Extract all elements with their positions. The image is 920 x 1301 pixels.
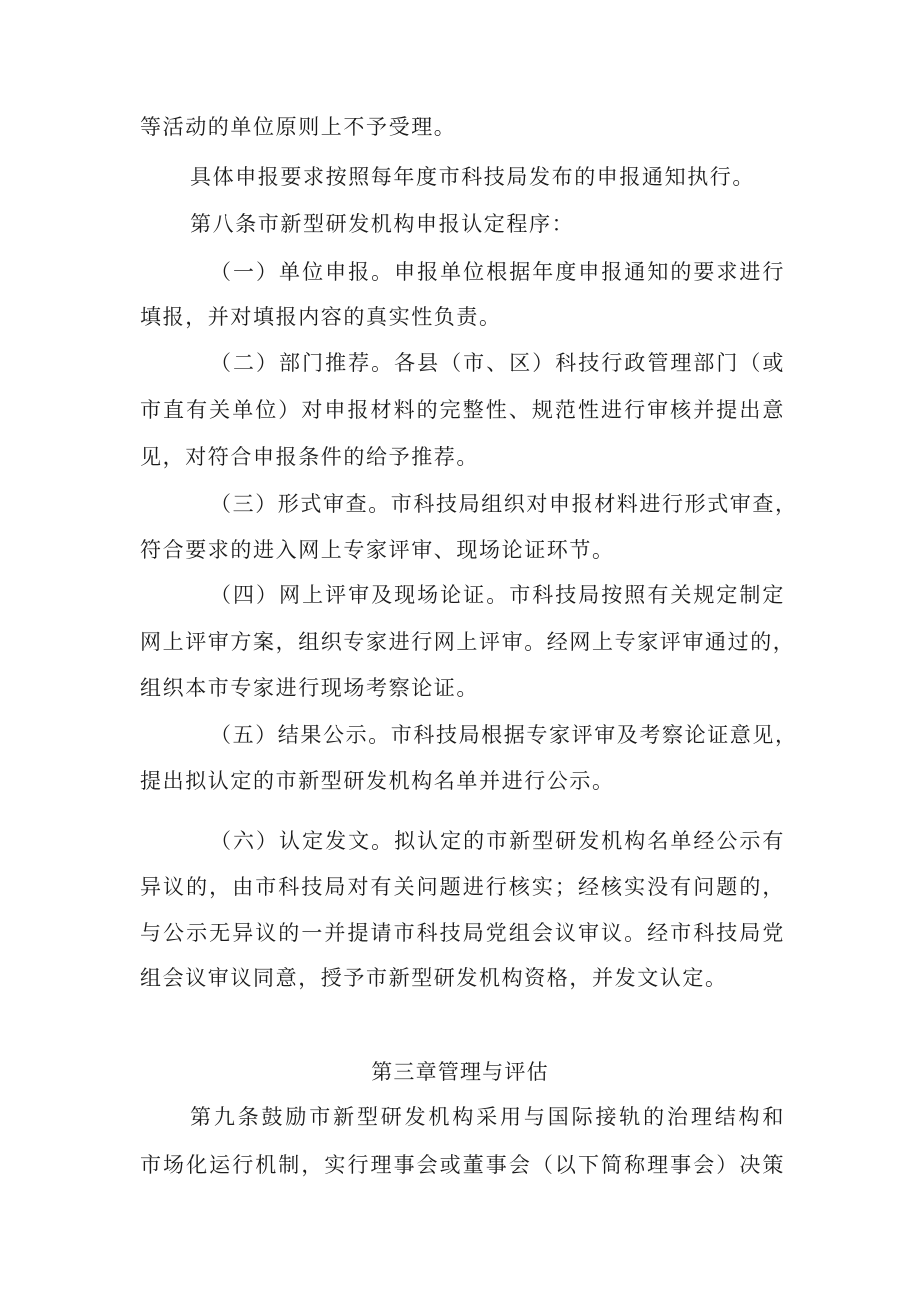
text-line: 与公示无异议的一并提请市科技局党组会议审议。经市科技局党 [140, 921, 785, 945]
chapter-heading: 第三章管理与评估 [371, 1060, 549, 1084]
text-line: 组织本市专家进行现场考察论证。 [140, 676, 479, 700]
text-line: 符合要求的进入网上专家评审、现场论证环节。 [140, 538, 615, 562]
text-line: 网上评审方案，组织专家进行网上评审。经网上专家评审通过的， [140, 630, 796, 654]
text-line: 第九条鼓励市新型研发机构采用与国际接轨的治理结构和 [190, 1105, 785, 1129]
text-line: （五）结果公示。市科技局根据专家评审及考察论证意见， [210, 723, 798, 747]
text-line: 填报，并对填报内容的真实性负责。 [140, 305, 502, 329]
text-line: 等活动的单位原则上不予受理。 [140, 115, 457, 139]
text-line: 具体申报要求按照每年度市科技局发布的申报通知执行。 [190, 165, 755, 189]
text-line: 异议的，由市科技局对有关问题进行核实；经核实没有问题的， [140, 875, 785, 899]
text-line: （二）部门推荐。各县（市、区）科技行政管理部门（或 [210, 351, 785, 375]
text-line: 提出拟认定的市新型研发机构名单并进行公示。 [140, 769, 615, 793]
text-line: （一）单位申报。申报单位根据年度申报通知的要求进行 [210, 260, 785, 284]
text-line: 市直有关单位）对申报材料的完整性、规范性进行审核并提出意 [140, 398, 785, 422]
text-line: 见，对符合申报条件的给予推荐。 [140, 445, 479, 469]
text-line: 第八条市新型研发机构申报认定程序： [190, 212, 575, 236]
text-line: （三）形式审查。市科技局组织对申报材料进行形式审查， [210, 492, 798, 516]
text-line: （六）认定发文。拟认定的市新型研发机构名单经公示有 [210, 829, 785, 853]
text-line: （四）网上评审及现场论证。市科技局按照有关规定制定 [210, 583, 785, 607]
text-line: 组会议审议同意，授予市新型研发机构资格，并发文认定。 [140, 966, 728, 990]
text-line: 市场化运行机制，实行理事会或董事会（以下简称理事会）决策 [140, 1153, 785, 1177]
